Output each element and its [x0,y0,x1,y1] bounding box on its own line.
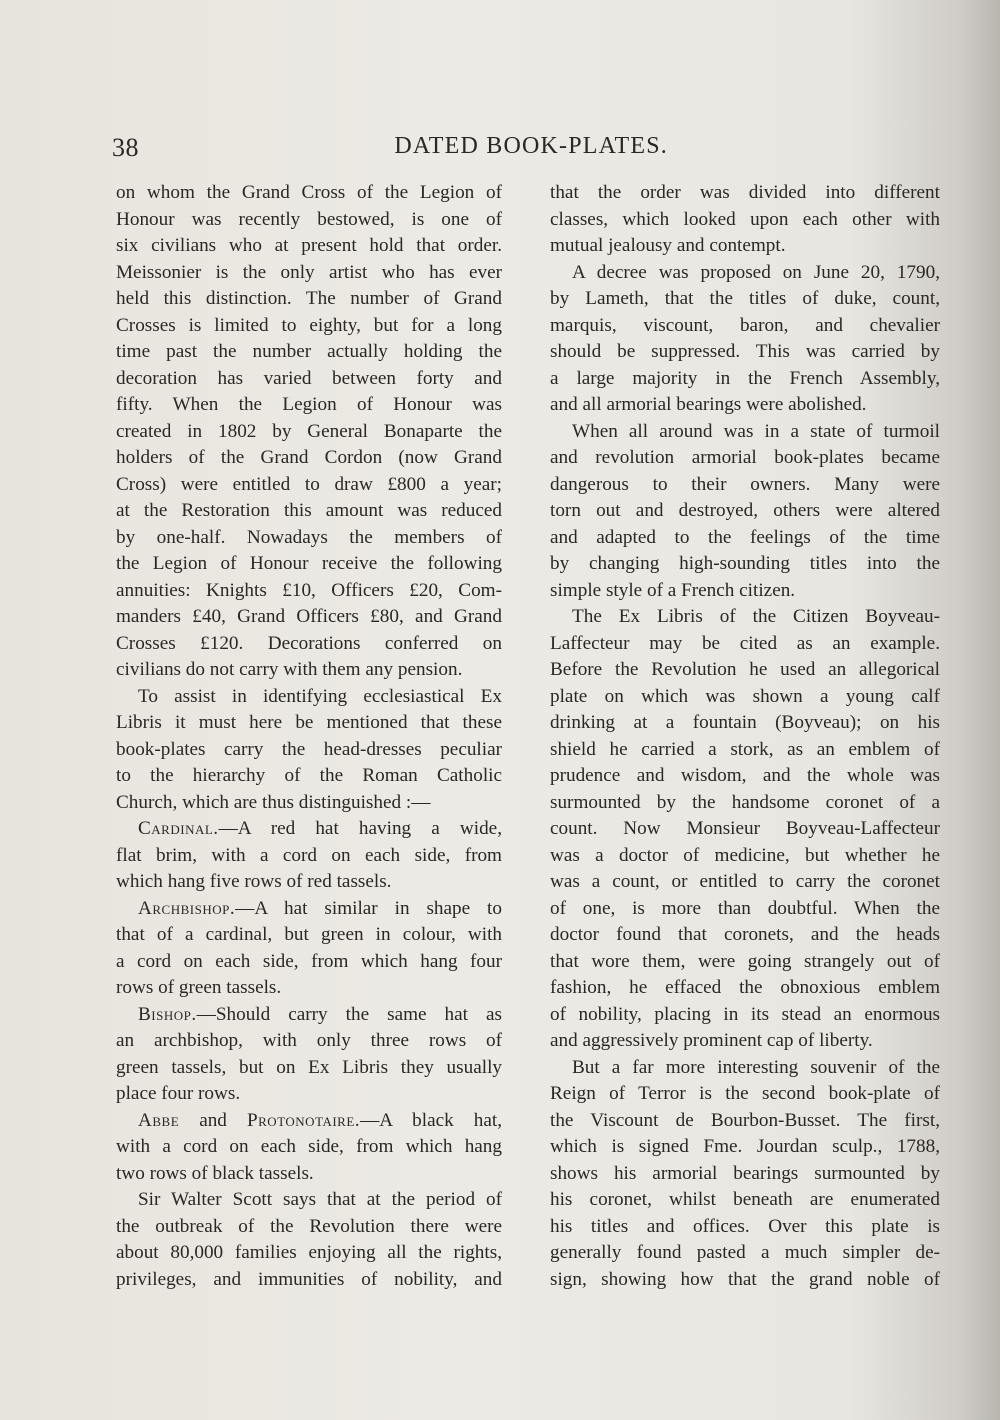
paragraph-turmoil [550,419,940,605]
text-line: dangerous to their owners. Many were [550,473,940,495]
text-line: Reign of Terror is the second book-plate of [550,1083,940,1104]
definition-text: —A hat similar in shape to [235,897,502,919]
text-line: of nobility, placing in its stead an enormous [550,1003,940,1025]
text-line: prudence and wisdom, and the whole was [550,765,940,786]
term-bishop: Bishop. [138,1003,197,1025]
text-line: by one-half. Nowadays the members of [116,526,502,548]
text-line: Sir Walter Scott says that at the period of [138,1189,502,1210]
text-line: rows of green tassels. [116,977,282,998]
text-line: place four rows. [116,1083,241,1104]
paragraph-bishop [116,1002,502,1108]
text-line: time past the number actually holding the [116,341,502,362]
definition-text: —A black hat, [360,1109,502,1131]
text-line: classes, which looked upon each other with [550,208,940,230]
text-line: to the hierarchy of the Roman Catholic [116,765,502,786]
text-line: marquis, viscount, baron, and chevalier [550,314,940,336]
text-line: Crosses £120. Decorations conferred on [116,632,502,654]
text-line: But a far more interesting souvenir of the [572,1056,940,1078]
page-header [112,133,668,167]
text-line: six civilians who at present hold that order. [116,235,502,256]
text-line: surmounted by the handsome coronet of a [550,791,940,813]
text-line: holders of the Grand Cordon (now Grand [116,447,502,468]
text-line: about 80,000 families enjoying all the rights, [116,1242,502,1263]
text-line: with a cord on each side, from which hang [116,1136,502,1157]
text-line: torn out and destroyed, others were altered [550,500,940,521]
text-line: shows his armorial bearings surmounted by [550,1162,940,1184]
text-line: A decree was proposed on June 20, 1790, [572,261,940,283]
text-line: the Legion of Honour receive the following [116,553,502,574]
text-line: Laffecteur may be cited as an example. [550,632,940,654]
text-line: The Ex Libris of the Citizen Boyveau- [572,606,940,627]
text-line: two rows of black tassels. [116,1162,314,1184]
text-line: doctor found that coronets, and the heads [550,924,940,945]
definition-text: —Should carry the same hat as [196,1003,502,1025]
text-line: Libris it must here be mentioned that these [116,712,502,733]
text-line: created in 1802 by General Bonaparte the [116,420,502,442]
text-line: book-plates carry the head-dresses peculiar [116,738,502,760]
text-line: mutual jealousy and contempt. [550,235,786,256]
text-line: annuities: Knights £10, Officers £20, Com- [116,579,502,601]
right-column [550,180,940,1293]
paragraph-archbishop [116,896,502,1002]
text-line: the Viscount de Bourbon-Busset. The first, [550,1109,940,1131]
text-line: privileges, and immunities of nobility, and [116,1268,502,1290]
term-archbishop: Archbishop. [138,897,236,919]
text-line: flat brim, with a cord on each side, from [116,844,502,866]
text-line: shield he carried a stork, as an emblem of [550,738,940,760]
text-line: was a count, or entitled to carry the coronet [550,871,940,892]
text-line: at the Restoration this amount was reduced [116,500,502,521]
text-line: and all armorial bearings were abolished. [550,394,867,415]
text-line: held this distinction. The number of Grand [116,288,502,309]
text-line: his coronet, whilst beneath are enumerated [550,1189,940,1210]
paragraph-reign-of-terror [550,1055,940,1294]
paragraph-abbe [116,1108,502,1188]
paragraph-order-divided [550,180,940,260]
text-line: Before the Revolution he used an allegorical [550,659,940,680]
definition-text: —A red hat having a wide, [218,818,502,839]
text-line: Honour was recently bestowed, is one of [116,208,502,230]
text-line: drinking at a fountain (Boyveau); on his [550,712,940,733]
text-line: Cross) were entitled to draw £800 a year; [116,473,502,495]
text-line [116,1108,502,1135]
text-line: which hang five rows of red tassels. [116,871,392,892]
term-protonotaire: Protonotaire. [246,1109,361,1131]
term-cardinal: Cardinal. [138,818,219,839]
text-line: a cord on each side, from which hang four [116,950,502,972]
text-line: of one, is more than doubtful. When the [550,897,940,919]
paragraph-boyveau [550,604,940,1055]
text-line: plate on which was shown a young calf [550,685,940,707]
text-line [116,816,502,843]
paragraph-decree [550,260,940,419]
paragraph-walter-scott [116,1187,502,1293]
text-line [116,1002,502,1029]
text-line: To assist in identifying ecclesiastical Ex [138,685,502,707]
text-line: which is signed Fme. Jourdan sculp., 1788, [550,1136,940,1157]
text-line: count. Now Monsieur Boyveau-Laffecteur [550,818,940,839]
paragraph-legion-of-honour [116,180,502,684]
text-line: When all around was in a state of turmoil [572,420,940,442]
text-line: fifty. When the Legion of Honour was [116,394,502,415]
paragraph-cardinal [116,816,502,896]
text-line: sign, showing how that the grand noble of [550,1268,940,1290]
text-line: green tassels, but on Ex Libris they usually [116,1056,502,1078]
text-line: the outbreak of the Revolution there were [116,1215,502,1237]
text-line: civilians do not carry with them any pension. [116,659,463,680]
text-line: decoration has varied between forty and [116,367,502,389]
paragraph-ecclesiastical [116,684,502,817]
left-column [116,180,502,1293]
conjunction: and [179,1109,247,1131]
text-line: that the order was divided into different [550,182,940,203]
text-line: an archbishop, with only three rows of [116,1030,502,1051]
page-number: 38 [112,133,139,162]
text-line: fashion, he effaced the obnoxious emblem [550,977,940,998]
text-line: should be suppressed. This was carried by [550,341,940,362]
text-line: his titles and offices. Over this plate is [550,1215,940,1237]
text-line: manders £40, Grand Officers £80, and Grand [116,606,502,627]
text-line: by Lameth, that the titles of duke, count, [550,288,940,309]
text-line: generally found pasted a much simpler de- [550,1242,940,1263]
term-abbe: Abbe [138,1109,180,1131]
text-line: on whom the Grand Cross of the Legion of [116,182,502,203]
text-line: was a doctor of medicine, but whether he [550,844,940,866]
text-line: that wore them, were going strangely out of [550,950,940,972]
text-line [116,896,502,923]
text-line: and revolution armorial book-plates became [550,447,940,468]
text-line: Church, which are thus distinguished :— [116,791,431,813]
running-head: DATED BOOK-PLATES. [394,133,668,159]
text-line: and adapted to the feelings of the time [550,526,940,548]
text-line: and aggressively prominent cap of liberty. [550,1030,873,1051]
text-line: Crosses is limited to eighty, but for a long [116,314,502,336]
text-line: Meissonier is the only artist who has ever [116,261,502,283]
text-line: a large majority in the French Assembly, [550,367,940,389]
text-line: by changing high-sounding titles into the [550,553,940,574]
text-line: that of a cardinal, but green in colour, with [116,924,502,945]
text-line: simple style of a French citizen. [550,579,796,601]
